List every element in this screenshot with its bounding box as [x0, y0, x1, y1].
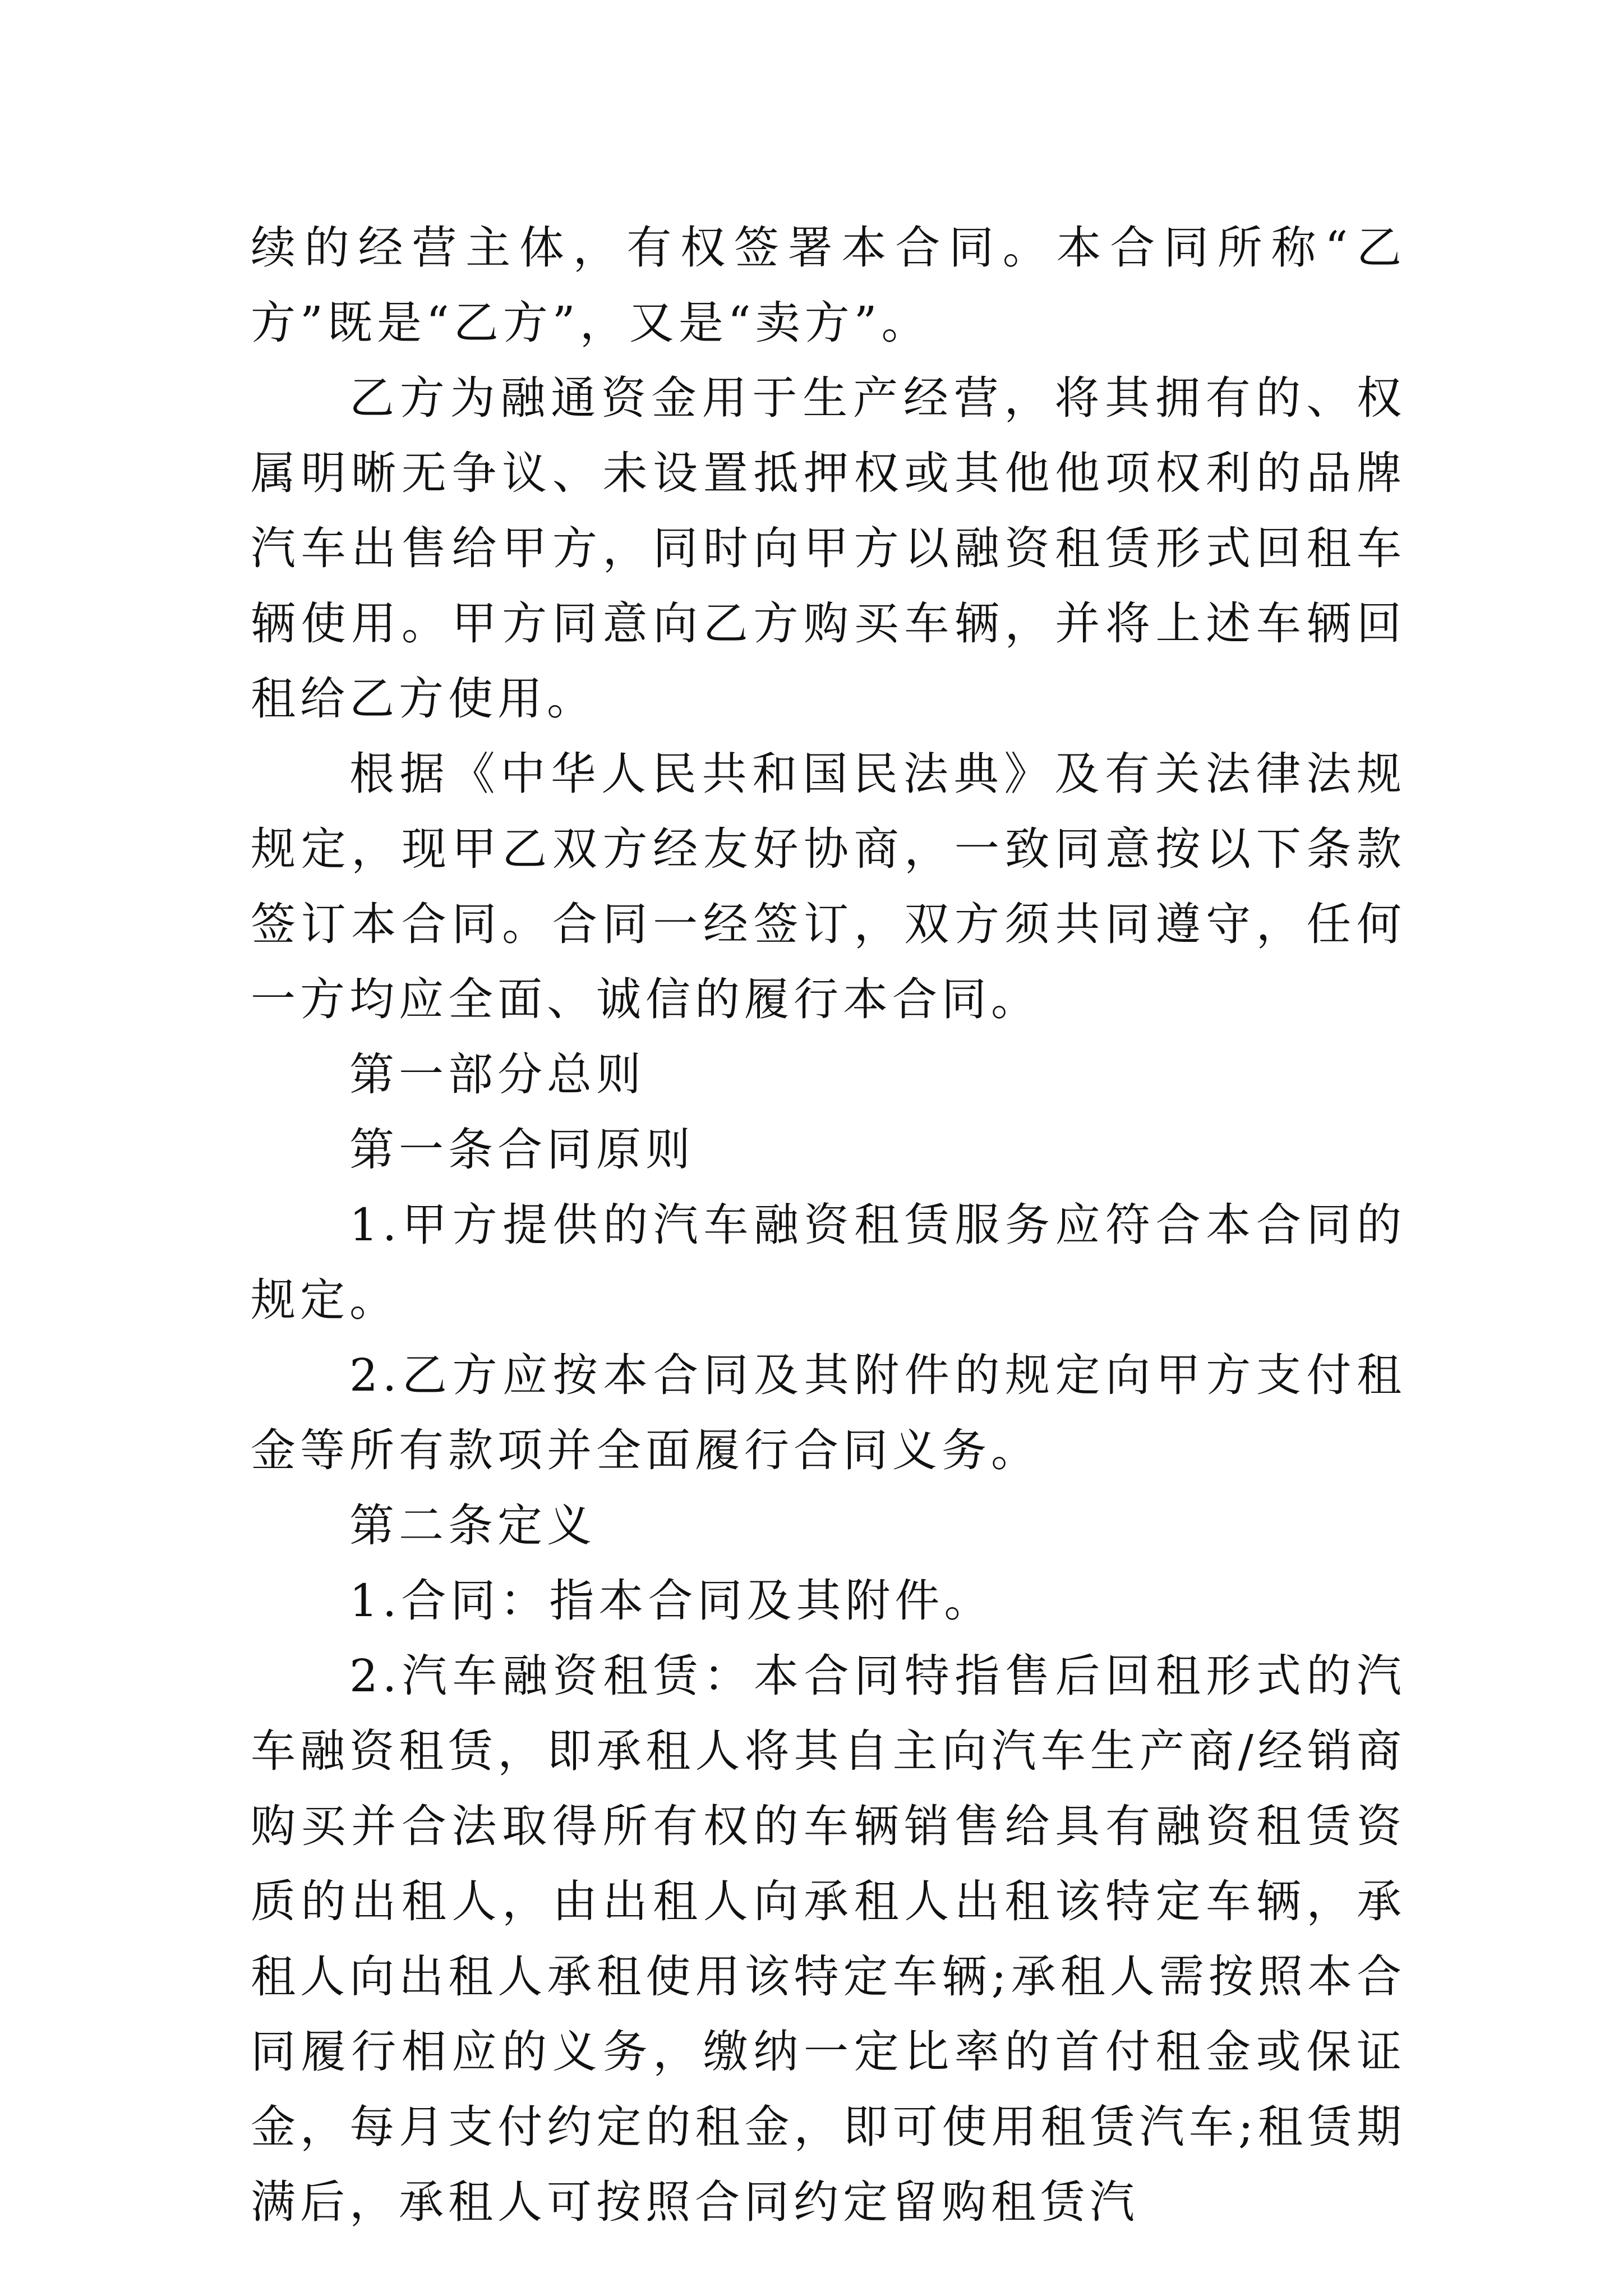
heading-article-two: 第二条定义 [349, 1499, 596, 1552]
paragraph-legal-basis: 根据《中华人民共和国民法典》及有关法律法规规定，现甲乙双方经友好协商，一致同意按以下条款签订本合同。合同一经签订，双方须共同遵守，任何一方均应全面、诚信的履行本合同。 [251, 748, 1406, 1025]
paragraph-purpose: 乙方为融通资金用于生产经营，将其拥有的、权属明晰无争议、未设置抵押权或其他他项权利的品牌汽车出售给甲方，同时向甲方以融资租赁形式回租车辆使用。甲方同意向乙方购买车辆，并将上述车辆回租给乙方使用。 [251, 372, 1406, 725]
clause-1-2: 2.乙方应按本合同及其附件的规定向甲方支付租金等所有款项并全面履行合同义务。 [251, 1349, 1406, 1476]
heading-article-one: 第一条合同原则 [349, 1124, 695, 1176]
heading-part-one: 第一部分总则 [349, 1048, 645, 1101]
clause-2-1: 1.合同：指本合同及其附件。 [349, 1575, 994, 1627]
contract-text-body [251, 210, 1406, 2240]
clause-2-2: 2.汽车融资租赁：本合同特指售后回租形式的汽车融资租赁，即承租人将其自主向汽车生产商/经销商购买并合法取得所有权的车辆销售给具有融资租赁资质的出租人，由出租人向承租人出租该特定车辆，承租人向出租人承租使用该特定车辆;承租人需按照本合同履行相应的义务，缴纳一定比率的首付租金或保证金，每月支付约定的租金，即可使用租赁汽车;租赁期满后，承租人可按照合同约定留购租赁汽 [251, 1650, 1406, 2228]
clause-1-1: 1.甲方提供的汽车融资租赁服务应符合本合同的规定。 [251, 1199, 1406, 1326]
paragraph-party-b-definition: 续的经营主体，有权签署本合同。本合同所称“乙方”既是“乙方”，又是“卖方”。 [251, 222, 1406, 349]
